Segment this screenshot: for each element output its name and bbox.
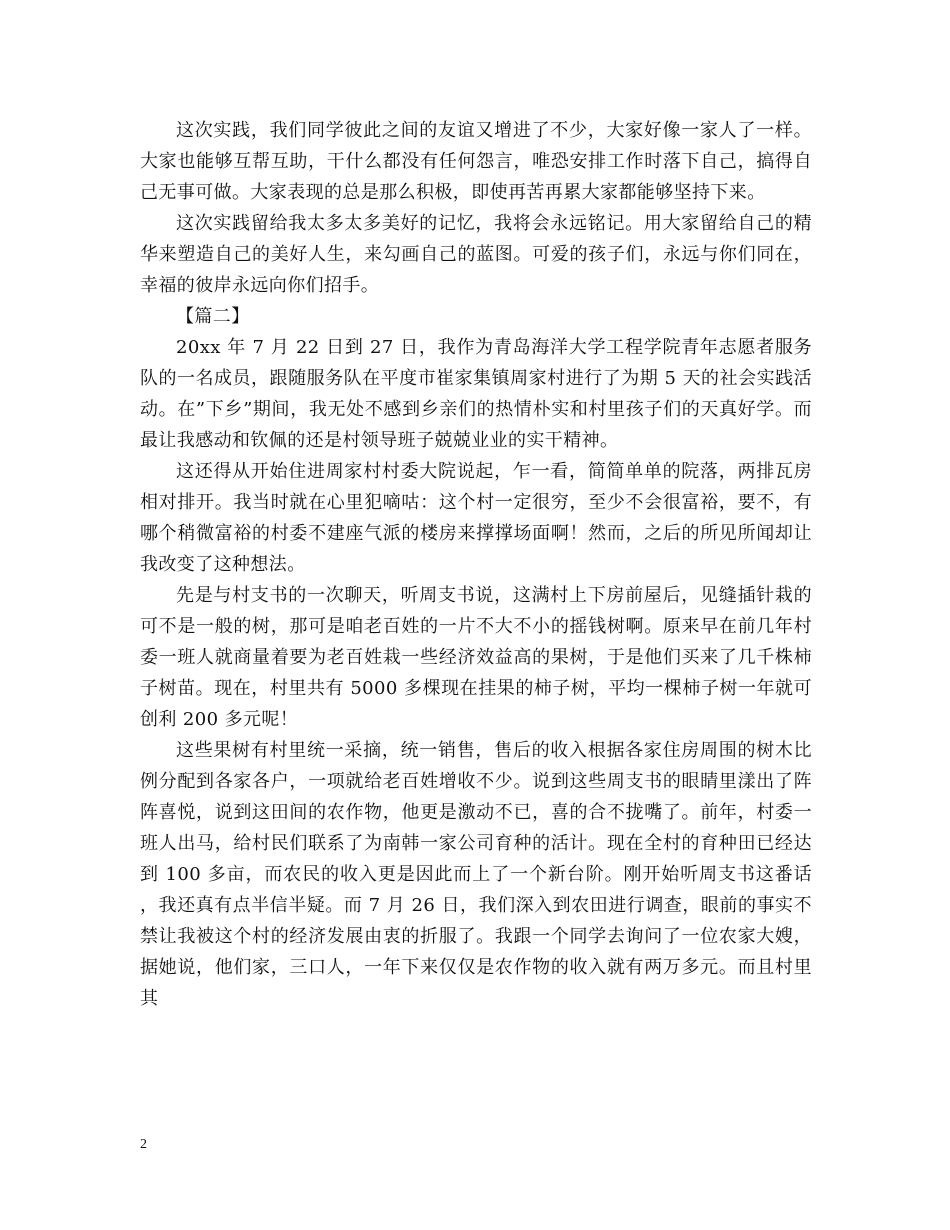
- paragraph: 20xx 年 7 月 22 日到 27 日，我作为青岛海洋大学工程学院青年志愿者服务队的一名成员，跟随服务队在平度市崔家集镇周家村进行了为期 5 天的社会实践活动。在”下乡”期间，我无处不感到乡亲们的热情朴实和村里孩子们的天真好学。而最让我感动和钦佩的还是村领导班子兢兢业业的实干精神。: [140, 337, 812, 451]
- section-heading: 【篇二】: [176, 306, 250, 327]
- paragraph: 这次实践，我们同学彼此之间的友谊又增进了不少，大家好像一家人了一样。大家也能够互帮互助，干什么都没有任何怨言，唯恐安排工作时落下自己，搞得自己无事可做。大家表现的总是那么积极，即使再苦再累大家都能够坚持下来。: [140, 120, 812, 203]
- paragraph: 先是与村支书的一次聊天，听周支书说，这满村上下房前屋后，见缝插针栽的可不是一般的树，那可是咱老百姓的一片不大不小的摇钱树啊。原来早在前几年村委一班人就商量着要为老百姓栽一些经济效益高的果树，于是他们买来了几千株柿子树苗。现在，村里共有 5000 多棵现在挂果的柿子树，平均一棵柿子树一年就可创利 200 多元呢！: [140, 585, 812, 730]
- paragraph: 这还得从开始住进周家村村委大院说起，乍一看，简简单单的院落，两排瓦房相对排开。我当时就在心里犯嘀咕：这个村一定很穷，至少不会很富裕，要不，有哪个稍微富裕的村委不建座气派的楼房来撑撑场面啊！然而，之后的所见所闻却让我改变了这种想法。: [140, 461, 812, 575]
- page-number: 2: [140, 1137, 147, 1152]
- paragraph: 这次实践留给我太多太多美好的记忆，我将会永远铭记。用大家留给自己的精华来塑造自己的美好人生，来勾画自己的蓝图。可爱的孩子们，永远与你们同在，幸福的彼岸永远向你们招手。: [140, 213, 812, 296]
- paragraph: 这些果树有村里统一采摘，统一销售，售后的收入根据各家住房周围的树木比例分配到各家各户，一项就给老百姓增收不少。说到这些周支书的眼睛里漾出了阵阵喜悦，说到这田间的农作物，他更是激动不已，喜的合不拢嘴了。前年，村委一班人出马，给村民们联系了为南韩一家公司育种的活计。现在全村的育种田已经达到 100 多亩，而农民的收入更是因此而上了一个新台阶。刚开始听周支书这番话，我还真有点半信半疑。而 7 月 26 日，我们深入到农田进行调查，眼前的事实不禁让我被这个村的经济发展由衷的折服了。我跟一个同学去询问了一位农家大嫂，据她说，他们家，三口人，一年下来仅仅是农作物的收入就有两万多元。而且村里其: [140, 740, 812, 1009]
- body-text: [140, 115, 812, 1014]
